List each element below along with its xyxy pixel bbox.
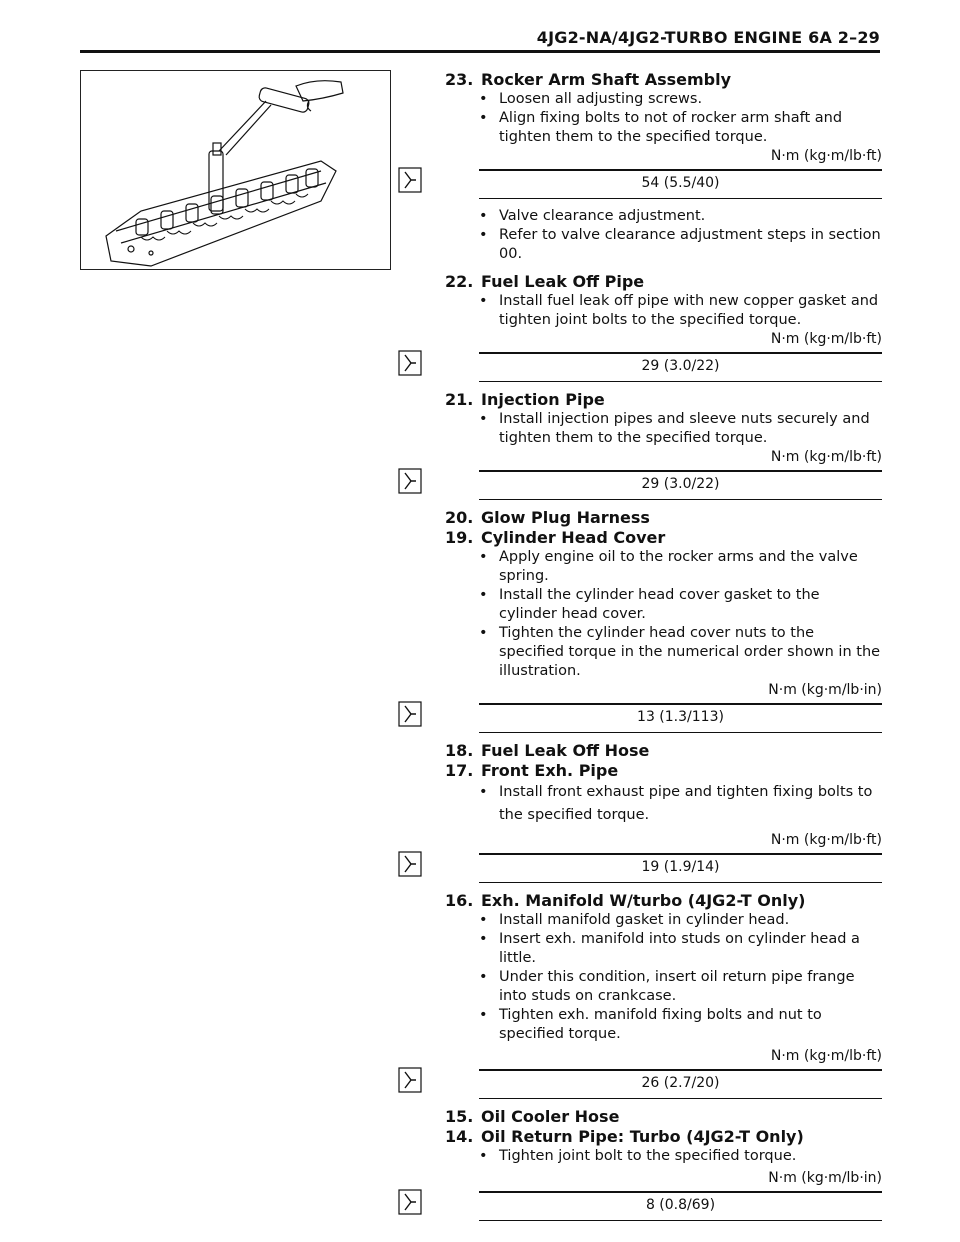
- torque-wrench-icon: [398, 167, 422, 193]
- torque-wrench-icon: [398, 701, 422, 727]
- torque-unit: N·m (kg·m/lb·ft): [770, 1048, 882, 1064]
- torque-value: 29 (3.0/22): [641, 358, 720, 374]
- header-rule: [80, 50, 880, 53]
- list-item: • Install the cylinder head cover gasket to the cylinder head cover.: [445, 586, 882, 624]
- torque-spec: [445, 470, 882, 500]
- section-title-18: 18. Fuel Leak Off Hose: [445, 741, 650, 760]
- divider: [479, 1098, 882, 1100]
- list-item: • Install fuel leak off pipe with new copper gasket and tighten joint bolts to the specified torque.: [445, 292, 882, 330]
- divider: [479, 732, 882, 734]
- section-title-14: 14. Oil Return Pipe: Turbo (4JG2-T Only): [445, 1127, 804, 1146]
- torque-wrench-icon: [398, 468, 422, 494]
- torque-spec: [445, 169, 882, 199]
- section-title-17: 17. Front Exh. Pipe: [445, 761, 619, 780]
- section-title-22: 22. Fuel Leak Off Pipe: [445, 272, 645, 291]
- list-item: • Loosen all adjusting screws.: [445, 90, 882, 109]
- list-item: • Under this condition, insert oil return pipe frange into studs on crankcase.: [445, 968, 882, 1006]
- list-item: • Install manifold gasket in cylinder head.: [445, 911, 882, 930]
- section-title-16: 16. Exh. Manifold W/turbo (4JG2-T Only): [445, 891, 806, 910]
- list-item: • Tighten exh. manifold fixing bolts and nut to specified torque.: [445, 1006, 882, 1044]
- torque-unit: N·m (kg·m/lb·ft): [770, 331, 882, 347]
- procedure-content: [445, 70, 882, 1221]
- divider: [479, 703, 882, 705]
- torque-unit: N·m (kg·m/lb·in): [768, 1170, 882, 1186]
- torque-spec: [445, 352, 882, 382]
- torque-wrench-icon: [398, 1067, 422, 1093]
- divider: [479, 882, 882, 884]
- list-item: • Tighten the cylinder head cover nuts to the specified torque in the numerical order shown in the illustration.: [445, 624, 882, 681]
- section-title-23: 23. Rocker Arm Shaft Assembly: [445, 70, 732, 89]
- section-title-19: 19. Cylinder Head Cover: [445, 528, 666, 547]
- torque-value: 29 (3.0/22): [641, 476, 720, 492]
- torque-value: 8 (0.8/69): [645, 1197, 716, 1213]
- list-item: • Tighten joint bolt to the specified torque.: [445, 1147, 882, 1166]
- section-title-21: 21. Injection Pipe: [445, 390, 605, 409]
- section-title-15: 15. Oil Cooler Hose: [445, 1107, 620, 1126]
- divider: [479, 1069, 882, 1071]
- torque-wrench-icon: [398, 1189, 422, 1215]
- list-item: • Align fixing bolts to not of rocker arm shaft and tighten them to the specified torque.: [445, 109, 882, 147]
- torque-unit: N·m (kg·m/lb·ft): [770, 449, 882, 465]
- list-item: • Insert exh. manifold into studs on cylinder head a little.: [445, 930, 882, 968]
- divider: [479, 381, 882, 383]
- list-item: • Refer to valve clearance adjustment steps in section 00.: [445, 226, 882, 264]
- list-item: • Install front exhaust pipe and tighten fixing bolts to the specified torque.: [445, 781, 882, 827]
- torque-spec: [445, 1069, 882, 1099]
- list-item: • Install injection pipes and sleeve nuts securely and tighten them to the specified torque.: [445, 410, 882, 448]
- divider: [479, 1220, 882, 1222]
- list-item: • Apply engine oil to the rocker arms and the valve spring.: [445, 548, 882, 586]
- torque-unit: N·m (kg·m/lb·ft): [770, 832, 882, 848]
- torque-wrench-icon: [398, 350, 422, 376]
- divider: [479, 1191, 882, 1193]
- torque-wrench-icon: [398, 851, 422, 877]
- divider: [479, 853, 882, 855]
- divider: [479, 352, 882, 354]
- torque-value: 54 (5.5/40): [641, 175, 720, 191]
- torque-unit: N·m (kg·m/lb·in): [768, 682, 882, 698]
- torque-value: 13 (1.3/113): [637, 709, 724, 725]
- divider: [479, 198, 882, 200]
- torque-spec: [445, 703, 882, 733]
- divider: [479, 169, 882, 171]
- rocker-arm-shaft-illustration: [81, 71, 391, 270]
- divider: [479, 499, 882, 501]
- torque-value: 19 (1.9/14): [641, 859, 720, 875]
- torque-spec: [445, 853, 882, 883]
- torque-value: 26 (2.7/20): [641, 1075, 720, 1091]
- section-title-20: 20. Glow Plug Harness: [445, 508, 650, 527]
- page-header-title: 4JG2-NA/4JG2-TURBO ENGINE 6A 2–29: [536, 28, 880, 47]
- torque-unit: N·m (kg·m/lb·ft): [770, 148, 882, 164]
- torque-spec: [445, 1191, 882, 1221]
- list-item: • Valve clearance adjustment.: [445, 207, 882, 226]
- rocker-arm-shaft-figure: [80, 70, 391, 270]
- divider: [479, 470, 882, 472]
